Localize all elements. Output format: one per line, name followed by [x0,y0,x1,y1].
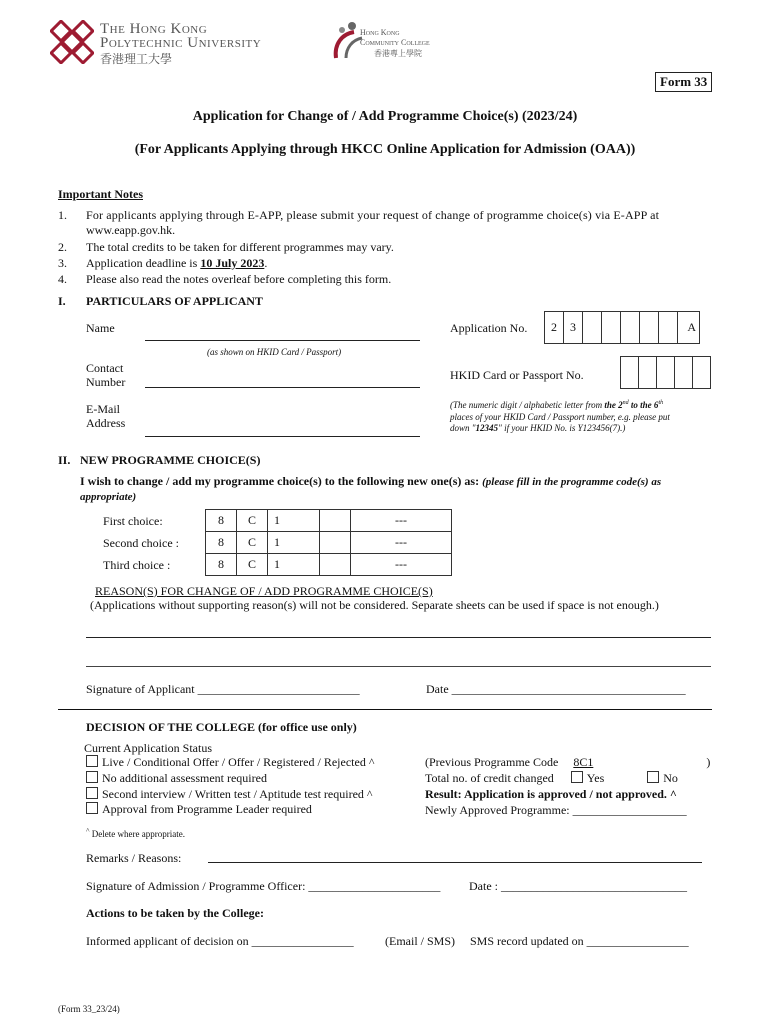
decision-heading: DECISION OF THE COLLEGE (for office use only) [86,720,357,734]
name-hint: (as shown on HKID Card / Passport) [207,347,342,357]
choice-cell[interactable]: 8 [206,532,237,554]
checkbox-icon[interactable] [86,755,98,767]
hkid-cell[interactable] [693,357,711,389]
officer-signature[interactable]: Signature of Admission / Programme Officer: ______________________ [86,879,441,893]
actions-heading: Actions to be taken by the College: [86,906,264,920]
app-no-cell[interactable]: A [678,312,700,344]
app-no-cell[interactable] [621,312,640,344]
newly-approved-programme[interactable]: Newly Approved Programme: ___________________ [425,803,687,817]
choice-cell[interactable]: C [237,554,268,576]
hkid-hint: (The numeric digit / alphabetic letter from the 2nd to the 6th places of your HKID Card / Passport number, e.g. please put down "12345" if your HKID No. is Y123456(7).) [450,400,670,433]
credit-no-option[interactable]: No [647,771,678,785]
applicant-signature[interactable]: Signature of Applicant ___________________________ [86,682,360,696]
checkbox-icon[interactable] [86,802,98,814]
checkbox-icon[interactable] [571,771,583,783]
hkid-label: HKID Card or Passport No. [450,368,584,382]
hkcc-logo [330,18,460,64]
section-2-heading: NEW PROGRAMME CHOICE(S) [80,453,261,467]
polyu-name-zh: 香港理工大學 [100,52,173,66]
sms-record-updated[interactable]: SMS record updated on _________________ [470,934,689,948]
section-divider [58,709,712,710]
third-choice-label: Third choice : [103,558,171,572]
contact-label-2: Number [86,375,126,389]
credit-yes-option[interactable]: Yes [571,771,604,785]
previous-programme-code: (Previous Programme Code 8C1 ) [425,755,711,769]
name-label: Name [86,321,115,335]
section-1-heading: PARTICULARS OF APPLICANT [86,294,263,308]
app-no-cell[interactable] [640,312,659,344]
choice-cell[interactable]: 1 [268,510,320,532]
status-option-2[interactable]: No additional assessment required [86,771,267,786]
reason-line-1[interactable] [86,637,711,638]
choice-cell[interactable]: C [237,532,268,554]
status-option-1[interactable]: Live / Conditional Offer / Offer / Registered / Rejected ^ [86,755,374,770]
note-item-1-cont: www.eapp.gov.hk. [86,223,176,237]
caret-note: ^ Delete where appropriate. [86,826,185,839]
result-label[interactable]: Result: Application is approved / not approved. ^ [425,787,677,801]
footer-form-code: (Form 33_23/24) [58,1004,120,1014]
app-no-cell[interactable] [602,312,621,344]
notes-heading: Important Notes [58,187,143,201]
hkid-cell[interactable] [639,357,657,389]
status-option-4[interactable]: Approval from Programme Leader required [86,802,312,817]
form-number-badge: Form 33 [655,72,712,92]
page-subtitle: (For Applicants Applying through HKCC Online Application for Admission (OAA)) [134,142,636,157]
second-choice-label: Second choice : [103,536,179,550]
application-no-grid [544,311,700,344]
email-field[interactable] [145,436,420,437]
choice-cell[interactable]: 8 [206,554,237,576]
hkid-grid [620,356,711,389]
checkbox-icon[interactable] [86,771,98,783]
contact-number-field[interactable] [145,387,420,388]
choice-cell[interactable] [320,554,351,576]
hkid-cell[interactable] [675,357,693,389]
checkbox-icon[interactable] [86,787,98,799]
polyu-name-en-2: Polytechnic University [100,35,262,51]
previous-code-value[interactable]: 8C1 [573,755,594,769]
polyu-emblem-icon [50,20,94,64]
note-item-1: 1. For applicants applying through E-APP, please submit your request of change of programme choice(s) via E-APP at [58,208,660,222]
polyu-name-en-1: The Hong Kong [100,21,208,37]
reason-line-2[interactable] [86,666,711,667]
choice-cell[interactable]: 1 [268,532,320,554]
choice-cell[interactable] [320,532,351,554]
hkcc-name-en-2: Community College [360,38,430,47]
app-no-cell[interactable] [659,312,678,344]
officer-date[interactable]: Date : _______________________________ [469,879,687,893]
reason-note: (Applications without supporting reason(s) will not be considered. Separate sheets can be used if space is not enough.) [90,598,659,612]
email-label-2: Address [86,416,126,430]
app-no-cell[interactable]: 3 [564,312,583,344]
name-field[interactable] [145,340,420,341]
credit-changed-row: Total no. of credit changed Yes No [425,771,678,785]
hkcc-name-en-1: Hong Kong [360,28,400,37]
first-choice-label: First choice: [103,514,163,528]
reason-heading: REASON(S) FOR CHANGE OF / ADD PROGRAMME CHOICE(S) [95,584,433,598]
choice-cell[interactable]: --- [351,532,452,554]
page-title: Application for Change of / Add Programme Choice(s) (2023/24) [192,109,578,124]
informed-via: (Email / SMS) [385,934,456,948]
app-no-cell[interactable]: 2 [545,312,564,344]
note-item-4: 4. Please also read the notes overleaf before completing this form. [58,272,392,286]
choice-cell[interactable]: --- [351,554,452,576]
status-label: Current Application Status [84,741,212,755]
choice-cell[interactable]: 1 [268,554,320,576]
choice-cell[interactable]: C [237,510,268,532]
informed-applicant[interactable]: Informed applicant of decision on _________________ [86,934,354,948]
hkcc-name-zh: 香港專上學院 [374,49,422,58]
deadline-date: 10 July 2023 [200,256,265,270]
remarks-label: Remarks / Reasons: [86,851,182,865]
choice-cell[interactable] [320,510,351,532]
hkid-cell[interactable] [657,357,675,389]
choice-cell[interactable]: --- [351,510,452,532]
hkid-cell[interactable] [621,357,639,389]
polyu-logo [50,20,290,66]
note-item-2: 2. The total credits to be taken for different programmes may vary. [58,240,394,254]
remarks-field[interactable] [208,862,702,863]
app-no-cell[interactable] [583,312,602,344]
application-no-label: Application No. [450,321,528,335]
section-2-number: II. [58,453,71,467]
choice-grid [205,509,452,576]
email-label-1: E-Mail [86,402,120,416]
checkbox-icon[interactable] [647,771,659,783]
section-1-number: I. [58,294,66,308]
contact-label-1: Contact [86,361,124,375]
choice-intro: I wish to change / add my programme choice(s) to the following new one(s) as: (please fill in the programme code(s) as appropriate) [80,474,662,503]
applicant-date[interactable]: Date _______________________________________ [426,682,686,696]
choice-cell[interactable]: 8 [206,510,237,532]
status-option-3[interactable]: Second interview / Written test / Aptitude test required ^ [86,787,373,802]
note-item-3: 3. Application deadline is 10 July 2023. [58,256,268,270]
